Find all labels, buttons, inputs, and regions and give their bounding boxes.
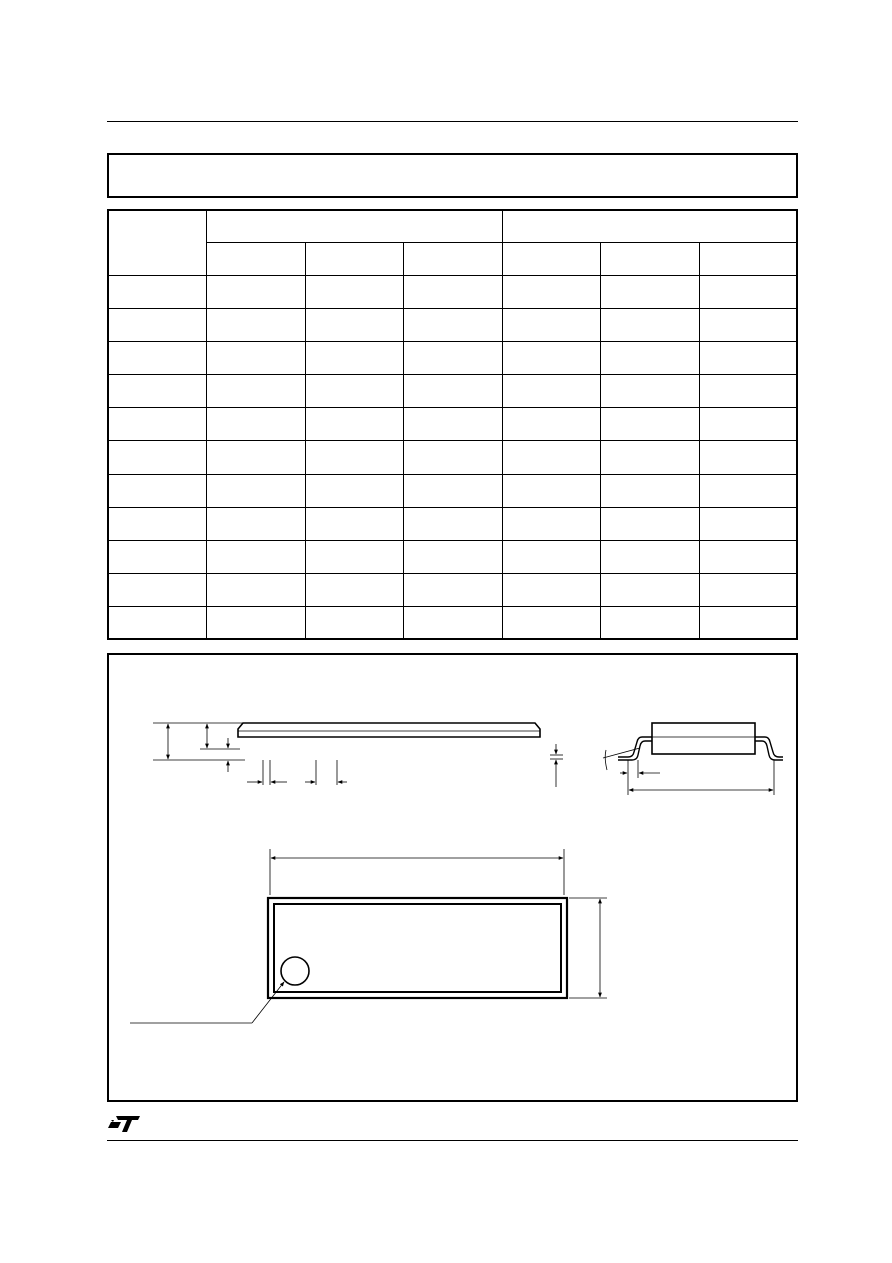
side-view bbox=[153, 723, 563, 787]
package-body-top bbox=[268, 898, 567, 998]
package-body-end bbox=[652, 723, 755, 754]
st-logo bbox=[107, 1114, 141, 1139]
package-body-side bbox=[238, 723, 540, 737]
st-logo-icon bbox=[107, 1114, 141, 1134]
end-view bbox=[603, 723, 783, 795]
top-view bbox=[130, 849, 607, 1023]
footer-rule bbox=[107, 1140, 798, 1141]
pin1-dot bbox=[281, 957, 309, 985]
